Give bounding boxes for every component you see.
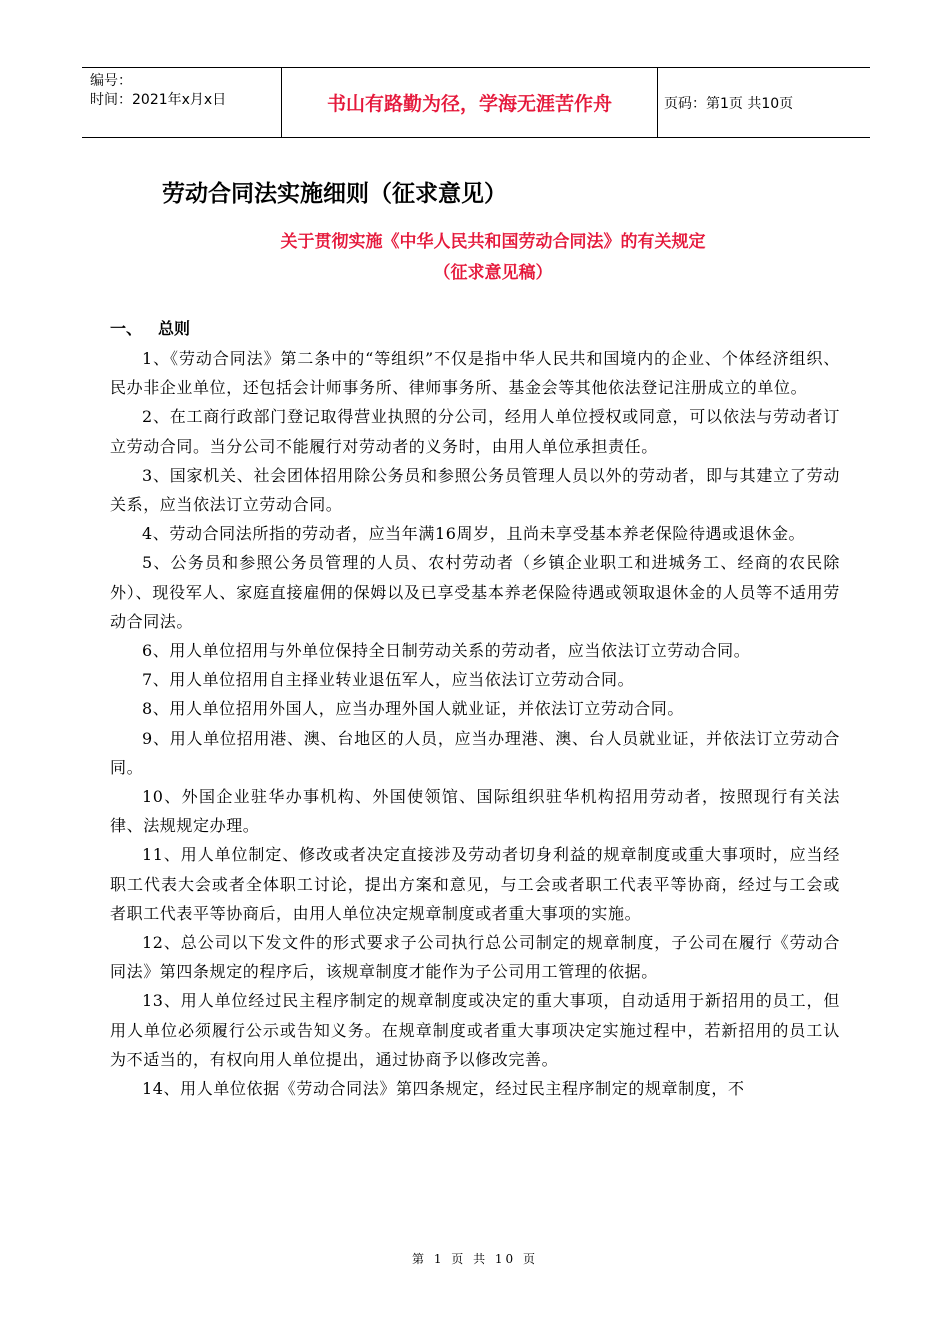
document-body [110,344,840,1103]
paragraph: 7、用人单位招用自主择业转业退伍军人，应当依法订立劳动合同。 [142,670,635,690]
header-table [82,67,870,138]
page-footer: 第 1 页 共 10 页 [412,1252,538,1266]
paragraph: 4、劳动合同法所指的劳动者，应当年满16周岁，且尚未享受基本养老保险待遇或退休金。 [142,524,806,544]
paragraph: 12、总公司以下发文件的形式要求子公司执行总公司制定的规章制度，子公司在履行《劳动合同法》第四条规定的程序后，该规章制度才能作为子公司用工管理的依据。 [110,933,840,982]
paragraph: 8、用人单位招用外国人，应当办理外国人就业证，并依法订立劳动合同。 [142,699,684,719]
header-motto: 书山有路勤为径，学海无涯苦作舟 [282,68,658,137]
paragraph: 2、在工商行政部门登记取得营业执照的分公司，经用人单位授权或同意，可以依法与劳动者订立劳动合同。当分公司不能履行对劳动者的义务时，由用人单位承担责任。 [110,407,840,456]
section-heading [110,316,190,339]
paragraph: 9、用人单位招用港、澳、台地区的人员，应当办理港、澳、台人员就业证，并依法订立劳动合同。 [110,728,840,777]
paragraph: 14、用人单位依据《劳动合同法》第四条规定，经过民主程序制定的规章制度，不 [142,1079,745,1099]
header-page-info: 页码：第1页 共10页 [664,95,794,112]
document-title: 劳动合同法实施细则（征求意见） [162,180,507,207]
subtitle-line-1: 关于贯彻实施《中华人民共和国劳动合同法》的有关规定 [280,232,706,252]
paragraph: 1、《劳动合同法》第二条中的“等组织”不仅是指中华人民共和国境内的企业、个体经济组织、民办非企业单位，还包括会计师事务所、律师事务所、基金会等其他依法登记注册成立的单位。 [110,349,840,398]
paragraph: 13、用人单位经过民主程序制定的规章制度或决定的重大事项，自动适用于新招用的员工，但用人单位必须履行公示或告知义务。在规章制度或者重大事项决定实施过程中，若新招用的员工认为不适当的，有权向用人单位提出，通过协商予以修改完善。 [110,991,840,1069]
section-title: 总则 [158,319,191,338]
paragraph: 3、国家机关、社会团体招用除公务员和参照公务员管理人员以外的劳动者，即与其建立了劳动关系，应当依法订立劳动合同。 [110,465,840,515]
paragraph: 5、公务员和参照公务员管理的人员、农村劳动者（乡镇企业职工和进城务工、经商的农民除外）、现役军人、家庭直接雇佣的保姆以及已享受基本养老保险待遇或领取退休金的人员等不适用劳动合同法。 [110,553,840,631]
header-meta [82,68,282,137]
paragraph: 6、用人单位招用与外单位保持全日制劳动关系的劳动者，应当依法订立劳动合同。 [142,641,751,661]
paragraph: 10、外国企业驻华办事机构、外国使领馆、国际组织驻华机构招用劳动者，按照现行有关法律、法规规定办理。 [110,787,840,836]
number-label: 编号： [90,73,132,89]
section-number: 一、 [110,319,143,338]
subtitle-line-2: （征求意见稿） [433,263,553,283]
paragraph: 11、用人单位制定、修改或者决定直接涉及劳动者切身利益的规章制度或重大事项时，应当经职工代表大会或者全体职工讨论，提出方案和意见，与工会或者职工代表平等协商，经过与工会或者职工代表平等协商后，由用人单位决定规章制度或者重大事项的实施。 [110,845,840,923]
time-label: 时间：2021年x月x日 [90,92,227,108]
